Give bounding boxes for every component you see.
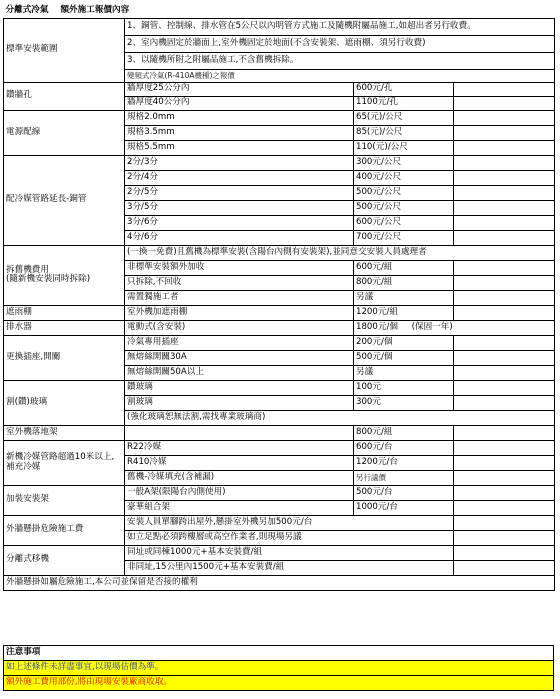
- bracket-price: 500元/台: [354, 485, 454, 500]
- removal-label-1: 拆舊機費用: [6, 264, 49, 275]
- danger-line-2: 如立足點必須跨樓層或高空作業者,則現場另議: [125, 530, 454, 545]
- bracket-price: 1000元/台: [354, 500, 454, 515]
- relocate-line-1: 同址或同棟1000元+基本安裝費/組: [125, 545, 454, 560]
- standard-line-2: 2、室內機固定於牆面上,室外機固定於地面(不含安裝架、遮雨棚、須另行收費): [125, 35, 555, 52]
- power-item: 規格3.5mm: [125, 125, 354, 140]
- pricing-table: [3, 4, 555, 591]
- danger-line-1: 安裝人員單腳跨出屋外,懸掛室外機另加500元/台: [125, 515, 454, 530]
- drill-label: 鑽牆孔: [4, 82, 125, 110]
- pipe-item: 4分/6分: [125, 230, 354, 245]
- pipe-label: 配冷媒管路延長-銅管: [4, 155, 125, 245]
- pipe-price: 400元/公尺: [354, 170, 454, 185]
- refill-item: R22冷媒: [125, 440, 354, 455]
- danger-label: 外牆懸掛危險施工費: [4, 515, 125, 545]
- outlet-item: 無熔絲開關30A: [125, 350, 354, 365]
- drain-warranty: (保固一年): [411, 321, 453, 332]
- removal-item: 只拆除,不回收: [125, 275, 354, 290]
- floor-stand-price: 800元/組: [354, 425, 454, 440]
- pipe-price: 500元/公尺: [354, 185, 454, 200]
- power-price: 65(元)/公尺: [354, 110, 454, 125]
- removal-price: 另議: [354, 290, 454, 305]
- footer-note: 外牆懸掛如屬危險施工,本公司並保留是否接的權利: [4, 575, 555, 590]
- glass-price: 100元: [354, 380, 454, 395]
- relocate-label: 分離式移機: [4, 545, 125, 575]
- notes-line-2: 額外施工費用部份,將由現場安裝廠商收取。: [4, 675, 554, 690]
- outlet-item: 無熔絲開關50A以上: [125, 365, 354, 380]
- standard-line-3: 3、以隨機所附之附屬品施工,不含舊機拆除。: [125, 52, 555, 69]
- removal-item: 需置獨施工者: [125, 290, 354, 305]
- removal-label: [4, 245, 125, 305]
- bracket-item: 豪華組合架: [125, 500, 354, 515]
- pipe-price: 600元/公尺: [354, 215, 454, 230]
- power-item: 規格2.0mm: [125, 110, 354, 125]
- outlet-label: 更換插座,開關: [4, 335, 125, 380]
- notes-title: 注意事項: [4, 646, 554, 661]
- drill-price: 600元/孔: [354, 82, 454, 96]
- glass-price: 300元: [354, 395, 454, 410]
- pipe-item: 3分/5分: [125, 200, 354, 215]
- shelter-price: 1200元/組: [354, 305, 454, 320]
- glass-item: 割玻璃: [125, 395, 354, 410]
- glass-item: 鑽玻璃: [125, 380, 354, 395]
- pipe-price: 700元/公尺: [354, 230, 454, 245]
- standard-line-1: 1、銅管、控制線、排水管在5公尺以內明管方式施工及隨機附屬品施工,如超出者另行收費。: [125, 18, 555, 35]
- refill-price: 600元/台: [354, 440, 454, 455]
- drain-price: [354, 320, 555, 335]
- glass-note: (強化玻璃恕無法割,需找專業玻璃商): [125, 410, 555, 425]
- power-price: 110(元)/公尺: [354, 140, 454, 155]
- bracket-label: 加裝安裝架: [4, 485, 125, 515]
- outlet-price: 200元/個: [354, 335, 454, 350]
- pipe-price: 500元/公尺: [354, 200, 454, 215]
- outlet-price: 500元/個: [354, 350, 454, 365]
- removal-label-2: (隨新機安裝同時拆除): [6, 274, 91, 285]
- pipe-item: 2分/4分: [125, 170, 354, 185]
- pipe-item: 2分/3分: [125, 155, 354, 170]
- glass-label: 割(鑽)玻璃: [4, 380, 125, 425]
- header-right: 額外施工報價內容: [60, 5, 130, 15]
- drill-item: 牆厚度40公分內: [125, 96, 354, 110]
- shelter-item: 室外機加遮雨棚: [125, 305, 354, 320]
- drain-item: 電動式(含安裝): [125, 320, 354, 335]
- drill-item: 牆厚度25公分內: [125, 82, 354, 96]
- pipe-price: 300元/公尺: [354, 155, 454, 170]
- refill-label: 新機冷媒管路超過10米以上,補充冷媒: [4, 440, 125, 485]
- notes-line-1: 如上述條件未詳盡事宜,以現場估價為準。: [4, 660, 554, 675]
- removal-price: 800元/組: [354, 275, 454, 290]
- refill-item: R410冷媒: [125, 455, 354, 470]
- outlet-price: 另議: [354, 365, 454, 380]
- refill-price: 另行議價: [354, 470, 454, 485]
- removal-item: 非標準安裝額外加收: [125, 260, 354, 275]
- removal-banner: (一換一免費)且舊機為標準安裝(含陽台內側有安裝架),並同意交安裝人員處理者: [125, 245, 555, 260]
- drain-price-value: 1800元/個: [356, 321, 398, 332]
- shelter-label: 遮雨棚: [4, 305, 125, 320]
- drain-label: 排水器: [4, 320, 125, 335]
- relocate-line-2: 非同址,15公里內1500元+基本安裝費/組: [125, 560, 454, 575]
- floor-stand-label: 室外機落地架: [4, 425, 125, 440]
- removal-price: 600元/組: [354, 260, 454, 275]
- header-row: [4, 4, 555, 18]
- refill-price: 1200元/台: [354, 455, 454, 470]
- pipe-item: 3分/6分: [125, 215, 354, 230]
- header-left: 分離式冷氣: [5, 5, 49, 15]
- power-label: 電源配線: [4, 110, 125, 155]
- outlet-item: 冷氣專用插座: [125, 335, 354, 350]
- bracket-item: 一般A架(限陽台內側使用): [125, 485, 354, 500]
- notes-table: [3, 645, 554, 691]
- power-price: 85(元)/公尺: [354, 125, 454, 140]
- standard-label: 標準安裝範圍: [4, 18, 125, 82]
- refill-item: 舊機-冷媒填充(含補漏): [125, 470, 354, 485]
- drill-price: 1100元/孔: [354, 96, 454, 110]
- standard-note: 變頻式冷氣(R-410A機種)之報價: [125, 69, 555, 82]
- power-item: 規格5.5mm: [125, 140, 354, 155]
- pipe-item: 2分/5分: [125, 185, 354, 200]
